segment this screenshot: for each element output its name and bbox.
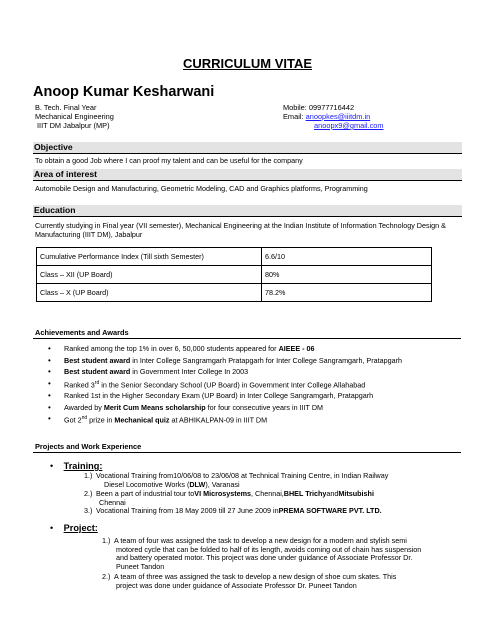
objective-text: To obtain a good Job where I can proof my talent and can be useful for the company: [35, 156, 303, 165]
item-text: , Chennai,: [251, 489, 284, 499]
divider: [33, 452, 461, 453]
item-number: 2.): [102, 572, 111, 582]
email-link-2[interactable]: anoopx9@gmail.com: [314, 121, 384, 130]
item-text: ), Varanasi: [205, 479, 240, 489]
left-info: [35, 103, 114, 130]
item-text: Been a part of industrial tour to: [96, 489, 195, 499]
table-cell: 80%: [262, 266, 432, 284]
mobile-number: Mobile: 09977716442: [283, 103, 355, 112]
item-text: project was done under guidance of Associate Professor Dr. Puneet Tandon: [116, 580, 357, 590]
item-text: Puneet Tandon: [116, 561, 165, 571]
list-item: [48, 355, 402, 367]
item-text: in the Senior Secondary School (UP Board) in Government Inter College Allahabad: [99, 379, 366, 389]
table-cell: Cumulative Performance Index (Till sixth Semester): [37, 248, 262, 266]
table-row: [37, 266, 432, 284]
item-text: prize in: [87, 415, 115, 425]
item-bold: BHEL Trichy: [283, 489, 327, 499]
table-row: [37, 248, 432, 266]
item-text: Chennai: [99, 497, 126, 507]
item-text: Got 2: [64, 415, 82, 425]
training-list: [84, 472, 388, 516]
item-text: Ranked 3: [64, 379, 95, 389]
item-number: 1.): [102, 536, 111, 545]
item-number: 2.): [84, 489, 93, 499]
item-bold: Merit Cum Means scholarship: [103, 402, 206, 412]
candidate-name: Anoop Kumar Kesharwani: [33, 84, 215, 100]
list-item-cont: [84, 481, 388, 490]
email-line-2: [283, 121, 384, 130]
item-sup: nd: [81, 415, 88, 422]
item-text: A team of four was assigned the task to develop a new design for a modern and stylish semi: [114, 536, 407, 545]
item-text: for four consecutive years in IIIT DM: [205, 402, 323, 412]
item-bold: VI Microsystems: [194, 489, 252, 499]
college-line: IIIT DM Jabalpur (MP): [37, 121, 110, 130]
item-text: Ranked among the top 1% in over 6, 50,000 students appeared for: [64, 344, 279, 353]
list-item: [48, 402, 402, 414]
branch-line: Mechanical Engineering: [35, 112, 114, 121]
list-item: [84, 490, 388, 499]
section-education: Education: [33, 205, 462, 217]
list-item: [48, 390, 402, 402]
education-text: Currently studying in Final year (VII semester), Mechanical Engineering at the Indian Institute of Information Technology Design & Manufacturing (IIIT DM), Jabalpur: [35, 221, 446, 239]
document-title: CURRICULUM VITAE: [182, 56, 313, 71]
item-number: 1.): [84, 471, 93, 480]
list-item: [48, 413, 402, 426]
table-cell: 78.2%: [262, 284, 432, 302]
project-list: [102, 537, 421, 591]
item-text: in Government Inter College In 2003: [130, 367, 249, 376]
item-sup: rd: [94, 379, 100, 386]
bullet-icon: •: [50, 461, 54, 471]
item-text: at ABHIKALPAN-09 in IIIT DM: [169, 415, 268, 425]
degree-line: B. Tech. Final Year: [35, 103, 97, 112]
item-text: Ranked 1st in the Higher Secondary Exam (UP Board) in Inter College Sangramgarh, Pratapgarh: [64, 391, 374, 401]
section-objective: Objective: [33, 142, 462, 154]
achievements-list: [48, 343, 402, 426]
project-heading: [50, 518, 98, 536]
item-bold: Best student award: [64, 367, 131, 376]
item-text: in Inter College Sangramgarh Pratapgarh for Inter College Sangramgarh, Pratapgarh: [130, 355, 402, 365]
list-item-cont: [102, 582, 421, 591]
item-number: 3.): [84, 506, 93, 516]
project-label: Project:: [63, 523, 98, 533]
interest-text: Automobile Design and Manufacturing, Geometric Modeling, CAD and Graphics platforms, Programming: [35, 184, 368, 193]
item-text: and battery operated motor. This project was done under guidance of Associate Professor Dr.: [116, 553, 413, 563]
item-text: Vocational Training from 18 May 2009 till 27 June 2009 in: [96, 506, 279, 516]
section-projects: Projects and Work Experience: [35, 442, 142, 451]
table-cell: 6.6/10: [262, 248, 432, 266]
education-table: [36, 247, 432, 302]
section-achievements: Achievements and Awards: [35, 328, 129, 337]
list-item: [48, 378, 402, 391]
contact-info: [283, 103, 384, 130]
item-bold: AIEEE - 06: [278, 344, 315, 353]
item-bold: Mitsubishi: [338, 489, 374, 499]
item-text: Diesel Locomotive Works (: [104, 479, 190, 489]
item-bold: PREMA SOFTWARE PVT. LTD.: [278, 506, 382, 516]
item-text: and: [326, 489, 339, 499]
item-text: A team of three was assigned the task to develop a new design of shoe cum skates. This: [114, 572, 397, 582]
email-link-1[interactable]: anoopkes@iiitdm.in: [305, 112, 371, 121]
divider: [33, 338, 461, 339]
table-cell: Class – XII (UP Board): [37, 266, 262, 284]
item-bold: Mechanical quiz: [114, 415, 170, 425]
item-text: Vocational Training from10/06/08 to 23/06/08 at Technical Training Centre, in Indian Railway: [96, 471, 389, 480]
list-item: [84, 507, 388, 516]
training-label: Training:: [63, 461, 103, 471]
item-text: Awarded by: [64, 402, 104, 412]
item-bold: DLW: [189, 479, 206, 489]
section-area-of-interest: Area of interest: [33, 169, 462, 181]
table-row: [37, 284, 432, 302]
item-bold: Best student award: [64, 355, 131, 365]
list-item-cont: [102, 563, 421, 572]
list-item: [48, 343, 402, 355]
table-cell: Class – X (UP Board): [37, 284, 262, 302]
list-item: [48, 366, 402, 378]
email-line: [283, 112, 384, 121]
bullet-icon: •: [50, 523, 54, 533]
item-text: motored cycle that can be folded to half of its length, avoids coming out of chain has suspension: [116, 544, 422, 554]
email-label: Email:: [283, 112, 306, 121]
